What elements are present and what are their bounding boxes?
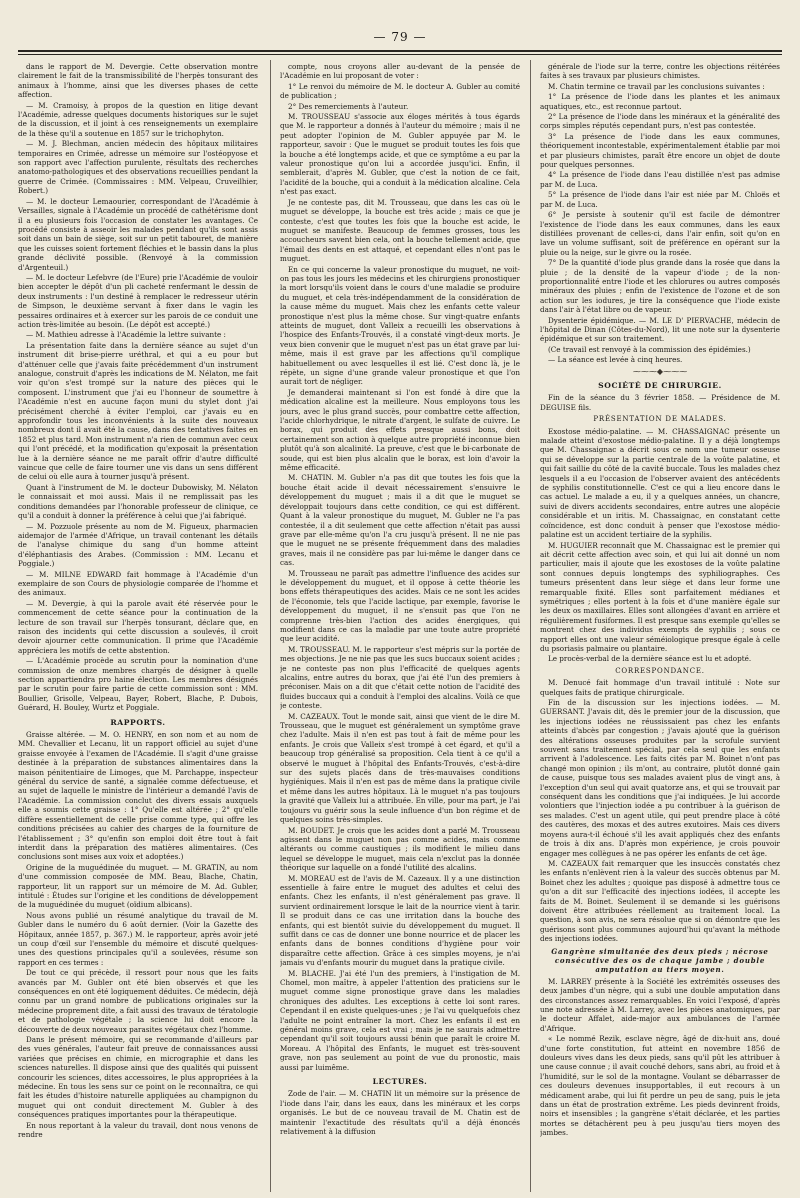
- paragraph: Dans le présent mémoire, qui se recommande d'ailleurs par des vues générales, l'auteur fait preuve de connaissances aussi variées que précises en chimie, en micrographie et dans les sciences naturelles. Il dispose ainsi que des qualités qui puissent concourir les sciences, dites accessoires, le plus appropriées à la médecine. En tous les sens sur ce point on le reconnaîtra, ce qui fait les études d'histoire naturelle appliquées au champignon du muguet qui ont conduit directement M. Gubler à des conséquences pratiques importantes pour la thérapeutique.: [18, 1035, 258, 1120]
- ornament-divider: ⁓⁓⁓◆⁓⁓⁓: [632, 366, 688, 376]
- paragraph: M. HUGUIER reconnaît que M. Chassaignac est le premier qui ait décrit cette affection avec soin, et qui lui ait donné un nom particulier, mais il ajoute que les exostoses de la voûte palatine sont connues depuis longtemps des syphiliographes. Ces tumeurs présentent dans leur siège et dans leur forme une remarquable fixité. Elles sont parfaitement médianes et symétriques ; elles portent à la fois et d'une manière égale sur les deux os maxillaires. Elles sont allongées d'avant en arrière et régulièrement fusiformes. Il est presque sans exemple qu'elles se montrent chez des individus exempts de syphilis ; sous ce rapport elles ont une valeur séméiologique presque égale à celle du psoriasis palmaire ou plantaire.: [540, 540, 780, 653]
- paragraph: M. CAZEAUX fait remarquer que les insuccès constatés chez les enfants n'enlèvent rien à la valeur des succès obtenus par M. Boinet chez les adultes ; quoique pas disposé à admettre tous ce qu'on a dit sur l'efficacité des injections iodées, il accepte les faits de M. Boinet. Seulement il se demande si les guérisons doivent être attribuées réellement au traitement local. La question, à son avis, ne sera résolue que si on démontre que les guérisons sont plus communes aujourd'hui qu'avant la méthode des injections iodées.: [540, 858, 780, 944]
- paragraph: 6° Je persiste à soutenir qu'il est facile de démontrer l'existence de l'iode dans les eaux communes, dans les eaux distillées provenant de celles-ci, dans l'air enfin, soit qu'on en lave un volume suffisant, soit de préférence en opérant sur la pluie ou la neige, sur le givre ou la rosée.: [540, 210, 780, 257]
- paragraph: 1° La présence de l'iode dans les plantes et les animaux aquatiques, etc., est reconnue partout.: [540, 92, 780, 111]
- paragraph: 2° Des remerciements à l'auteur.: [288, 101, 409, 111]
- paragraph: — M. Pozzuole présente au nom de M. Figueux, pharmacien aidemajor de l'armée d'Afrique, un travail contenant les détails de l'analyse chimique du sang d'un homme atteint d'éléphantiasis des Arabes. (Commission : MM. Lecanu et Poggiale.): [18, 521, 258, 569]
- sub-heading: PRÉSENTATION DE MALADES.: [593, 415, 727, 424]
- paragraph: — La séance est levée à cinq heures.: [548, 355, 683, 365]
- paragraph: 5° La présence de l'iode dans l'air est niée par M. Chloës et par M. de Luca.: [540, 190, 780, 209]
- column-middle: [280, 62, 520, 1192]
- paragraph: M. TROUSSEAU s'associe aux éloges mérités à tous égards que M. le rapporteur a donnés à l'auteur du mémoire ; mais il ne peut adopter l'opinion de M. Gubler appuyée par M. le rapporteur, savoir : Que le muguet se produit toutes les fois que la bouche a été longtemps acide, et que ce symptôme a eu par la valeur pronostique qu'on lui a accordée jusqu'ici. Enfin, il semblerait, d'après M. Gubler, que c'est la notion de ce fait, l'acidité de la bouche, qui a conduit à la médication alcaline. Cela n'est pas exact.: [280, 112, 520, 197]
- column-right: [540, 62, 780, 1192]
- paragraph: M. BLACHE. J'ai été l'un des premiers, à l'instigation de M. Chomel, mon maître, à appeler l'attention des praticiens sur le muguet comme signe pronostique grave dans les maladies chroniques des adultes. Les exceptions à cette loi sont rares. Cependant il en existe quelques-unes ; je l'ai vu quelquefois chez l'adulte ne point entraîner la mort. Chez les enfants il est en général moins grave, cela est vrai ; mais je ne saurais admettre cependant qu'il soit toujours aussi bénin que paraît le croire M. Moreau. A l'hôpital des Enfants, le muguet est très-souvent grave, non pas seulement au point de vue du pronostic, mais aussi par luimême.: [280, 968, 520, 1072]
- paragraph: — M. J. Blechman, ancien médecin des hôpitaux militaires temporaires en Crimée, adresse un mémoire sur l'ostéopyose et son rapport avec l'affection purulente, résultats des recherches anatomo-pathologiques et des observations recueillies pendant la guerre de Crimée. (Commissaires : MM. Velpeau, Cruveilhier, Robert.): [18, 139, 258, 196]
- paragraph: 7° De la quantité d'iode plus grande dans la rosée que dans la pluie ; de la densité de la vapeur d'iode ; de la non-proportionnalité entre l'iode et les chlorures ou autres composés minéraux des pluies ; enfin de l'existence de l'ozone et de son action sur les iodures, je tire la conséquence que l'iode existe dans l'air à l'état libre ou de vapeur.: [540, 258, 780, 315]
- paragraph: Nous avons publié un résumé analytique du travail de M. Gubler dans le numéro du 6 août dernier. (Voir la Gazette des Hôpitaux, année 1857, p. 367.) M. le rapporteur, après avoir jeté un coup d'œil sur l'ensemble du mémoire et discuté quelques-unes des questions principales qu'il a soulevées, résume son rapport en ces termes :: [18, 910, 258, 967]
- paragraph: Origine de la muguédinée du muguet. — M. GRATIN, au nom d'une commission composée de MM. Beau, Blache, Chatin, rapporteur, lit un rapport sur un mémoire de M. Ad. Gubler, intitulé : Études sur l'origine et les conditions de développement de la muguédinée du muguet (oïdium albicans).: [18, 862, 258, 910]
- paragraph: M. TROUSSEAU. M. le rapporteur s'est mépris sur la portée de mes objections. Je ne nie pas que les sucs buccaux soient acides ; je ne conteste pas non plus l'efficacité de quelques agents alcalins, entre autres du borax, que j'ai été l'un des premiers à préconiser. Mais on a dit que c'était cette notion de l'acidité des fluides buccaux qui a conduit à l'emploi des alcalins. Voilà ce que je conteste.: [280, 644, 520, 711]
- paragraph: Je demanderai maintenant si l'on est fondé à dire que la médication alcaline est la meilleure. Nous employons tous les jours, avec le plus grand succès, pour combattre cette affection, l'acide chlorhydrique, le nitrate d'argent, le sulfate de cuivre. Le borax, qui produit des effets presque aussi bons, doit certainement son action à quelque autre propriété inconnue bien plutôt qu'à son alcalinité. La preuve, c'est que le bi-carbonate de soude, qui est bien plus alcalin que le borax, est loin d'avoir la même efficacité.: [280, 387, 520, 473]
- paragraph: — M. Devergie, à qui la parole avait été réservée pour le commencement de cette séance pour la continuation de la lecture de son travail sur l'herpès tonsurant, déclare que, en raison des incidents qui cette discussion a soulevés, il croit devoir ajourner cette communication. Il prime que l'Académie appréciera les motifs de cette abstention.: [18, 598, 258, 655]
- paragraph: — M. Mathieu adresse à l'Académie la lettre suivante :: [26, 330, 226, 340]
- session-info: Fin de la séance du 3 février 1858. — Présidence de M. DEGUISE fils.: [540, 393, 780, 412]
- paragraph: compte, nous croyons aller au-devant de la pensée de l'Académie en lui proposant de voter :: [280, 62, 520, 81]
- paragraph: Le procès-verbal de la dernière séance est lu et adopté.: [548, 654, 752, 664]
- page-number: — 79 —: [373, 30, 427, 44]
- paragraph: Exostose médio-palatine. — M. CHASSAIGNAC présente un malade atteint d'exostose médio-palatine. Il y a déjà longtemps que M. Chassaignac a décrit sous ce nom une tumeur osseuse qui se développe sur la partie centrale de la voûte palatine, et qui fait saillie du côté de la cavité buccale. Tous les malades chez lesquels il a eu l'occasion de l'observer avaient des antécédents de syphilis constitutionnelle. C'est ce qui a lieu encore dans le cas actuel. Le malade a eu, il y a quelques années, un chancre, suivi de divers accidents secondaires, entre autres une alopécie considérable et un iritis. M. Chassaignac, en constatant cette coïncidence, est donc conduit à penser que l'exostose médio-palatine est un accident tertiaire de la syphilis.: [540, 426, 780, 540]
- paragraph: « Le nommé Rezik, esclave nègre, âgé de dix-huit ans, doué d'une forte constitution, fut atteint en novembre 1856 de douleurs vives dans les deux pieds, sans qu'il pût les attribuer à une cause connue ; il avait couché dehors, sans abri, au froid et à l'humidité, sur le sol de la montagne. Voulant se débarrasser de ces douleurs devenues insupportables, il eut recours à un médicament arabe, qui lui fit perdre un peu de sang, puis le jeta dans un état de prostration extrême. Les pieds devinrent froids, noirs et insensibles ; la gangrène s'était déclarée, et les parties mortes se détachèrent peu à peu jusqu'au tiers moyen des jambes.: [540, 1034, 780, 1138]
- paragraph: dans le rapport de M. Devergie. Cette observation montre clairement le fait de la transmissibilité de l'herpès tonsurant des animaux à l'homme, ainsi que les diverses phases de cette affection.: [18, 62, 258, 100]
- section-heading: RAPPORTS.: [110, 717, 166, 727]
- paragraph: M. BOUDET. Je crois que les acides dont a parlé M. Trousseau agissent dans le muguet non pas comme acides, mais comme altérants ou comme caustiques ; ils modifient le milieu dans lequel se développe le muguet, mais cela n'exclut pas la donnée théorique sur laquelle on a fondé l'utilité des alcalins.: [280, 825, 520, 873]
- column-left: [18, 62, 258, 1192]
- paragraph: Graisse altérée. — M. O. HENRY, en son nom et au nom de MM. Chevallier et Lecanu, lit un rapport officiel au sujet d'une graisse envoyée à l'examen de l'Académie. Il s'agit d'une graisse destinée à la préparation de substances alimentaires dans la maison pénitentiaire de Limoges, que M. Parchappe, inspecteur général du service de santé, a signalée comme défectueuse, et au sujet de laquelle le ministre de l'intérieur a demandé l'avis de l'Académie. La commission conclut des divers essais auxquels elle a soumis cette graisse : 1° Qu'elle est altérée ; 2° qu'elle diffère essentiellement de celle prise comme type, qui offre les conditions précisées au cahier des charges de la fourniture de l'établissement ; 3° qu'enfin son emploi doit être tout à fait interdit dans la préparation des matières alimentaires. (Ces conclusions sont mises aux voix et adoptées.): [18, 730, 258, 862]
- paragraph: — L'Académie procède au scrutin pour la nomination d'une commission de onze membres chargés de désigner à quelle section appartiendra pro haine élection. Les membres désignés par le scrutin pour faire partie de cette commission sont : MM. Boullier, Grisolle, Velpeau, Bayer, Robert, Blache, P. Dubois, Guérard, H. Bouley, Wurtz et Poggiale.: [18, 656, 258, 713]
- paragraph: — M. Cramoisy, à propos de la question en litige devant l'Académie, adresse quelques documents historiques sur le sujet de la discussion, et il joint à ces renseignements un exemplaire de la thèse qu'il a soutenue en 1857 sur le trichophyton.: [18, 100, 258, 138]
- sub-heading: Gangrène simultanée des deux pieds ; nécrose consécutive des os de chaque jambe ; double amputation au tiers moyen.: [551, 946, 769, 975]
- paragraph: 4° La présence de l'iode dans l'eau distillée n'est pas admise par M. de Luca.: [540, 170, 780, 189]
- paragraph: générale de l'iode sur la terre, contre les objections réitérées faites à ses travaux par plusieurs chimistes.: [540, 62, 780, 81]
- paragraph: M. Chatin termine ce travail par les conclusions suivantes :: [548, 81, 765, 91]
- paragraph: 2° La présence de l'iode dans les minéraux et la généralité des corps simples réputés cependant purs, n'est pas contestée.: [540, 112, 780, 131]
- paragraph: La présentation faite dans la dernière séance au sujet d'un instrument dit brise-pierre uréthral, et qui a eu pour but d'atténuer celle que j'avais faite précédemment d'un instrument analogue, construit d'après les indications de M. Nélaton, me fait voir qu'on s'est trompé sur la nature des pièces qui le composent. L'instrument que j'ai eu l'honneur de soumettre à l'Académie n'est en aucune façon muni du stylet dont j'ai précisément cherché à éviter l'emploi, car j'avais eu en approfondir tous les inconvénients à la suite des nouveaux nombreux dont il avait été la cause, dans des tentatives faites en 1852 et plus tard. Mon instrument n'a rien de commun avec ceux qui l'ont précédé, et la modification qu'exposait la présentation lue à la dernière séance ne me paraît offrir d'autre difficulté vaincue que celle de faire tourner une vis dans un sens différent de celui où elle aura à tourner jusqu'à présent.: [18, 340, 258, 482]
- paragraph: Fin de la discussion sur les injections iodées. — M. GUERSANT. J'avais dit, dès le premier jour de la discussion, que les injections iodées ne réussissaient pas chez les enfants atteints d'abcès par congestion ; j'avais ajouté que la guérison des altérations osseuses produites par la scrofule survient souvent sans traitement spécial, par cela seul que les enfants arrivent à l'adolescence. Les faits cités par M. Boinet n'ont pas changé mon opinion ; ils m'ont, au contraire, plutôt donné gain de cause, puisque tous ses malades avaient plus de vingt ans, à l'exception d'un seul qui avait quatorze ans, et qui se trouvait par conséquent dans les conditions que j'ai indiquées. Je lui accorde volontiers que l'injection iodée a pu contribuer à la guérison de ses malades. C'est un agent utile, qui peut prendre place à côté des cautères, des moxas et des autres exutoires. Mais ces divers moyens aura-t-il échoué s'il les avait appliqués chez des enfants de trois à dix ans. D'après mon expérience, je crois pouvoir engager mes collègues à ne pas opérer les enfants de cet âge.: [540, 698, 780, 858]
- column-divider: [270, 60, 271, 1192]
- paragraph: M. Trousseau ne paraît pas admettre l'influence des acides sur le développement du muguet, et il oppose à cette théorie les bons effets thérapeutiques des acides. Mais ce ne sont les acides de l'économie, tels que l'acide lactique, par exemple, favorise le développement du muguet, il ne s'ensuit pas que l'on ne comprenne très-bien l'action des acides énergiques, qui modifient dans ce cas la maladie par une toute autre propriété que leur acidité.: [280, 568, 520, 644]
- paragraph: M. MOREAU est de l'avis de M. Cazeaux. Il y a une distinction essentielle à faire entre le muguet des adultes et celui des enfants. Chez les enfants, il n'est généralement pas grave. Il survient ordinairement lorsque le lait de la nourrice vient à tarir. Il se produit dans ce cas une irritation dans la bouche des enfants, qui est bientôt suivie du développement du muguet. Il suffit dans ce cas de donner une bonne nourrice et de placer les enfants dans de bonnes conditions d'hygiène pour voir disparaître cette affection. Grâce à ces simples moyens, je n'ai jamais vu d'enfants mourir du muguet dans la pratique civile.: [280, 873, 520, 968]
- paragraph: — M. le docteur Lefebvre (de l'Eure) prie l'Académie de vouloir bien accepter le dépôt d'un pli cacheté renfermant le dessin de deux instruments : l'un destiné à remplacer le redresseur utérin de Simpson, le deuxième servant à fixer dans le vagin les pessaires ordinaires et à exercer sur les parois de ce conduit une action très-limitée au besoin. (Le dépôt est accepté.): [18, 272, 258, 329]
- section-heading: LECTURES.: [372, 1077, 428, 1087]
- paragraph: Quant à l'instrument de M. le docteur Dubowisky, M. Nélaton le connaissait et moi aussi. Mais il ne remplissait pas les conditions demandées par l'honorable professeur de clinique, ce qu'il a conduit à donner la préférence à celui que j'ai fabriqué.: [18, 482, 258, 521]
- paragraph: M. CHATIN. M. Gubler n'a pas dit que toutes les fois que la bouche était acide il devait nécessairement s'ensuivre le développement du muguet ; mais il a dit que le muguet se développait toujours dans cette condition, ce qui est différent. Quant à la valeur pronostique du muguet, M. Gubler ne l'a pas contestée, il a dit seulement que cette affection n'était pas aussi grave par elle-même qu'on l'a cru jusqu'à présent. Il ne nie pas que le muguet ne se présente fréquemment dans des maladies graves, mais il ne considère pas par lui-même le danger dans ce cas.: [280, 473, 520, 568]
- paragraph: En ce qui concerne la valeur pronostique du muguet, ne voit-on pas tous les jours les médecins et les chirurgiens pronostiquer la mort lorsqu'ils voient dans le cours d'une maladie se produire du muguet, et cela très-indépendamment de la considération de la cause même du muguet. Mais chez les enfants cette valeur pronostique n'est plus la même chose. Sur vingt-quatre enfants atteints de muguet, dont Valleix a recueilli les observations à l'hospice des Enfants-Trouvés, il a constaté vingt-deux morts. Je veux bien convenir que le muguet n'est pas un état grave par lui-même, mais il est grave par les affections qu'il complique habituellement ou avec lesquelles il est lié. C'est donc là, je le répète, un signe d'une grande valeur pronostique et que l'on aurait tort de négliger.: [280, 264, 520, 387]
- paragraph: M. Denucé fait hommage d'un travail intitulé : Note sur quelques faits de pratique chirurgicale.: [540, 678, 780, 697]
- paragraph: Dysenterie épidémique. — M. LE D' PIERVACHE, médecin de l'hôpital de Dinan (Côtes-du-Nord), lit une note sur la dysenterie épidémique et sur son traitement.: [540, 315, 780, 344]
- header-rule-thin: [18, 54, 782, 55]
- section-heading: SOCIÉTÉ DE CHIRURGIE.: [598, 381, 722, 390]
- sub-heading: CORRESPONDANCE.: [615, 666, 705, 675]
- paragraph: De tout ce qui précède, il ressort pour nous que les faits avancés par M. Gubler ont été bien observés et que les conséquences en ont été logiquement déduites. Ce médecin, déjà connu par un grand nombre de publications originales sur la médecine proprement dite, a fait aussi des travaux de tératologie et de pathologie végétale ; la science lui doit encore la découverte de deux nouveaux parasites végétaux chez l'homme.: [18, 968, 258, 1034]
- paragraph: — M. le docteur Lemaourier, correspondant de l'Académie à Versailles, signale à l'Académie un procédé de cathétérisme dont il a eu plusieurs fois l'occasion de constater les avantages. Ce procédé consiste à asseoir les malades pendant qu'ils sont assis soit dans un bain de siège, soit sur un petit tabouret, de manière que les cuisses soient fortement fléchies et le bassin dans la plus grande déclivité possible. (Renvoyé à la commission d'Argenteuil.): [18, 196, 258, 272]
- header-rule: [18, 50, 782, 52]
- paragraph: 3° La présence de l'iode dans les eaux communes, théoriquement incontestable, expérimentalement établie par moi et par plusieurs chimistes, paraît être encore un objet de doute pour quelques personnes.: [540, 131, 780, 170]
- paragraph: 1° Le renvoi du mémoire de M. le docteur A. Gubler au comité de publication ;: [280, 81, 520, 101]
- paragraph: En nous reportant à la valeur du travail, dont nous venons de rendre: [18, 1120, 258, 1140]
- paragraph: — M. MILNE EDWARD fait hommage à l'Académie d'un exemplaire de son Cours de physiologie comparée de l'homme et des animaux.: [18, 569, 258, 598]
- paragraph: Zode de l'air. — M. CHATIN lit un mémoire sur la présence de l'iode dans l'air, dans les eaux, dans les minéraux et les corps organisés. Le but de ce nouveau travail de M. Chatin est de maintenir l'exactitude des résultats qu'il a déjà énoncés relativement à la diffusion: [280, 1089, 520, 1137]
- paragraph: M. LARREY présente à la Société les extrémités osseuses des deux jambes d'un nègre, qui a subi une double amputation dans des circonstances assez remarquables. En voici l'exposé, d'après une note adressée à M. Larrey, avec les pièces anatomiques, par le docteur Affalet, aide-major aux ambulances de l'armée d'Afrique.: [540, 976, 780, 1033]
- paragraph: M. CAZEAUX. Tout le monde sait, ainsi que vient de le dire M. Trousseau, que le muguet est généralement un symptôme grave chez l'adulte. Mais il n'en est pas tout à fait de même pour les enfants. Je crois que Valleix s'est trompé à cet égard, et qu'il a beaucoup trop généralisé sa proposition. Cela tient à ce qu'il a observé le muguet à l'hôpital des Enfants-Trouvés, c'est-à-dire sur des sujets placés dans de très-mauvaises conditions hygiéniques. Mais il n'en est pas de même dans la pratique civile et même dans les autres hôpitaux. Là le muguet n'a pas toujours la gravité que Valleix lui a attribuée. En ville, pour ma part, je l'ai toujours vu guérir sous la seule influence d'un bon régime et de quelques soins très-simples.: [280, 711, 520, 825]
- paragraph: Je ne conteste pas, dit M. Trousseau, que dans les cas où le muguet se développe, la bouche est très acide ; mais ce que je conteste, c'est que toutes les fois que la bouche est acide, le muguet se manifeste. Beaucoup de femmes grosses, tous les accoucheurs savent bien cela, ont la bouche tellement acide, que l'émail des dents en est attaqué, et cependant elles n'ont pas le muguet.: [280, 197, 520, 264]
- column-divider: [530, 60, 531, 1192]
- paragraph: (Ce travail est renvoyé à la commission des épidémies.): [548, 344, 751, 354]
